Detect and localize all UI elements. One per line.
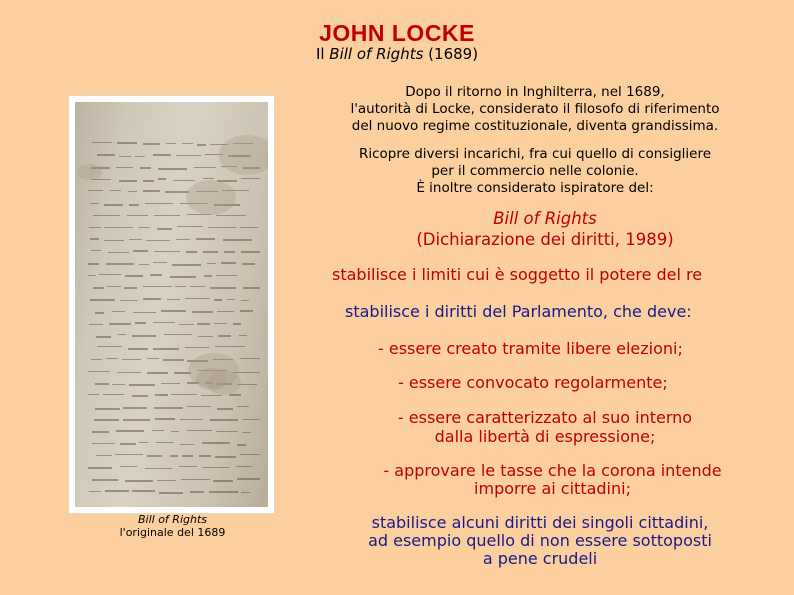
handwriting-stroke <box>133 250 148 252</box>
item3-line: dalla libertà di espressione; <box>434 427 656 446</box>
handwriting-stroke <box>97 154 115 156</box>
handwriting-stroke <box>104 240 124 241</box>
bill-translation: (Dichiarazione dei diritti, 1989) <box>416 230 674 249</box>
handwriting-stroke <box>215 456 237 458</box>
handwriting-stroke <box>158 178 167 180</box>
handwriting-stroke <box>89 324 102 325</box>
handwriting-stroke <box>155 418 175 420</box>
handwriting-stroke <box>143 286 172 287</box>
handwriting-stroke <box>152 430 164 431</box>
item4-line: - approvare le tasse che la corona intende <box>383 461 722 480</box>
handwriting-stroke <box>112 311 125 312</box>
handwriting-stroke <box>185 298 210 299</box>
subtitle-italic: Bill of Rights <box>329 45 424 63</box>
handwriting-stroke <box>119 180 137 182</box>
handwriting-stroke <box>201 395 222 396</box>
handwriting-stroke <box>120 300 138 301</box>
handwriting-stroke <box>224 251 235 253</box>
handwriting-stroke <box>239 335 247 336</box>
intro-line: del nuovo regime costituzionale, diventa grandissima. <box>351 118 719 134</box>
handwriting-stroke <box>143 180 154 182</box>
handwriting-stroke <box>143 298 160 300</box>
handwriting-stroke <box>89 491 100 492</box>
parliament-item-1: - essere creato tramite libere elezioni; <box>378 339 683 358</box>
handwriting-stroke <box>237 444 246 446</box>
intro-line: Dopo il ritorno in Inghilterra, nel 1689, <box>405 84 665 100</box>
handwriting-stroke <box>106 263 134 265</box>
parliament-item-3 <box>370 408 720 446</box>
handwriting-stroke <box>92 431 109 433</box>
handwriting-stroke <box>147 358 159 359</box>
handwriting-stroke <box>213 480 234 482</box>
handwriting-stroke <box>242 432 251 433</box>
handwriting-stroke <box>92 479 118 481</box>
handwriting-stroke <box>207 263 216 264</box>
handwriting-stroke <box>127 215 147 216</box>
handwriting-stroke <box>202 467 229 468</box>
handwriting-stroke <box>240 227 259 228</box>
handwriting-stroke <box>125 275 143 277</box>
point-limits: stabilisce i limiti cui è soggetto il potere del re <box>332 265 703 284</box>
page-subtitle <box>0 45 794 63</box>
handwriting-stroke <box>88 263 99 265</box>
handwriting-stroke <box>196 238 215 240</box>
subtitle-suffix: (1689) <box>423 45 479 63</box>
handwriting-stroke <box>181 479 209 480</box>
handwriting-stroke <box>105 490 128 492</box>
handwriting-stroke <box>243 419 260 420</box>
handwriting-stroke <box>173 180 196 181</box>
handwriting-stroke <box>123 407 147 409</box>
handwriting-stroke <box>154 407 183 409</box>
handwriting-stroke <box>93 215 119 216</box>
handwriting-stroke <box>95 383 109 385</box>
citizens-line: a pene crudeli <box>482 549 598 568</box>
handwriting-stroke <box>241 300 249 301</box>
handwriting-stroke <box>106 358 118 359</box>
handwriting-stroke <box>132 490 155 492</box>
handwriting-stroke <box>107 286 120 287</box>
handwriting-stroke <box>129 384 156 386</box>
handwriting-stroke <box>124 287 138 289</box>
handwriting-stroke <box>99 274 121 275</box>
handwriting-stroke <box>135 322 146 324</box>
handwriting-stroke <box>146 240 170 241</box>
handwriting-stroke <box>241 251 260 253</box>
handwriting-stroke <box>216 275 238 276</box>
bill-heading <box>300 208 790 250</box>
handwriting-stroke <box>242 263 255 265</box>
bill-of-rights-document-image <box>68 95 275 514</box>
handwriting-stroke <box>150 274 162 276</box>
handwriting-stroke <box>128 191 138 192</box>
handwriting-stroke <box>217 408 232 410</box>
parchment-stain <box>77 164 101 181</box>
handwriting-stroke <box>177 226 203 227</box>
handwriting-stroke <box>237 478 260 480</box>
handwriting-stroke <box>182 455 193 457</box>
handwriting-stroke <box>156 442 174 443</box>
subtitle-prefix: Il <box>315 45 330 63</box>
handwriting-stroke <box>216 215 246 216</box>
handwriting-stroke <box>172 264 202 266</box>
point-parliament: stabilisce i diritti del Parlamento, che deve: <box>345 302 692 321</box>
handwriting-stroke <box>97 346 122 347</box>
handwriting-stroke <box>240 454 260 455</box>
handwriting-stroke <box>109 323 131 325</box>
handwriting-stroke <box>147 455 162 457</box>
handwriting-stroke <box>236 466 252 467</box>
handwriting-stroke <box>123 419 150 421</box>
handwriting-stroke <box>129 204 140 206</box>
handwriting-stroke <box>120 443 136 445</box>
handwriting-stroke <box>108 252 129 253</box>
handwriting-stroke <box>180 419 203 420</box>
handwriting-stroke <box>128 348 148 350</box>
handwriting-stroke <box>139 264 149 265</box>
handwriting-stroke <box>190 491 204 493</box>
handwriting-stroke <box>90 299 115 301</box>
handwriting-stroke <box>153 348 179 350</box>
parchment-texture <box>75 102 268 507</box>
parliament-item-2: - essere convocato regolarmente; <box>398 373 668 392</box>
handwriting-stroke <box>171 431 180 432</box>
handwriting-stroke <box>92 142 112 143</box>
handwriting-stroke <box>240 358 260 359</box>
handwriting-stroke <box>164 334 192 335</box>
handwriting-stroke <box>186 251 197 253</box>
citizens-line: stabilisce alcuni diritti dei singoli cittadini, <box>371 513 709 532</box>
handwriting-stroke <box>208 227 236 228</box>
handwriting-stroke <box>176 155 201 156</box>
handwriting-stroke <box>88 190 104 191</box>
handwriting-stroke <box>179 324 193 325</box>
handwriting-stroke <box>214 323 228 324</box>
citizens-line: ad esempio quello di non essere sottoposti <box>368 531 712 550</box>
handwriting-stroke <box>227 299 236 300</box>
parchment-stain <box>196 368 226 389</box>
roles-line: È inoltre considerato ispiratore del: <box>416 180 654 196</box>
handwriting-stroke <box>180 444 194 445</box>
handwriting-stroke <box>215 346 245 347</box>
handwriting-stroke <box>182 143 193 144</box>
handwriting-stroke <box>187 430 212 431</box>
handwriting-stroke <box>241 178 260 179</box>
handwriting-stroke <box>133 312 156 313</box>
handwriting-stroke <box>135 156 145 157</box>
handwriting-stroke <box>158 168 187 170</box>
handwriting-stroke <box>176 239 190 240</box>
handwriting-stroke <box>221 262 236 264</box>
handwriting-stroke <box>145 203 173 204</box>
handwriting-stroke <box>116 430 144 432</box>
handwriting-stroke <box>155 394 168 396</box>
handwriting-stroke <box>138 227 150 228</box>
roles-line: per il commercio nelle colonie. <box>431 163 639 179</box>
page-title: JOHN LOCKE <box>319 20 475 46</box>
handwriting-stroke <box>161 383 181 384</box>
roles-line: Ricopre diversi incarichi, fra cui quello di consigliere <box>358 146 712 162</box>
handwriting-stroke <box>88 467 112 469</box>
handwriting-stroke <box>115 454 142 455</box>
handwriting-stroke <box>209 491 238 493</box>
handwriting-stroke <box>192 311 213 313</box>
handwriting-stroke <box>112 384 125 385</box>
handwriting-stroke <box>175 286 186 287</box>
roles-paragraph <box>300 146 770 197</box>
bill-name: Bill of Rights <box>493 209 597 228</box>
handwriting-stroke <box>198 336 213 337</box>
image-caption <box>95 513 250 539</box>
handwriting-stroke <box>197 323 210 325</box>
handwriting-stroke <box>157 480 176 481</box>
handwriting-stroke <box>243 287 260 289</box>
handwriting-stroke <box>153 262 166 263</box>
parchment-stain <box>186 180 236 215</box>
point-citizens <box>335 514 745 568</box>
handwriting-stroke <box>117 142 136 144</box>
handwriting-stroke <box>170 276 197 278</box>
handwriting-stroke <box>95 408 120 410</box>
handwriting-stroke <box>229 394 241 396</box>
handwriting-stroke <box>167 299 179 300</box>
handwriting-stroke <box>143 143 160 145</box>
handwriting-stroke <box>88 394 99 395</box>
handwriting-stroke <box>88 275 96 276</box>
handwriting-stroke <box>147 372 168 374</box>
handwriting-stroke <box>194 167 216 168</box>
handwriting-stroke <box>210 419 238 421</box>
handwriting-stroke <box>125 480 153 482</box>
handwriting-stroke <box>210 287 236 289</box>
parchment-stain <box>219 135 268 175</box>
handwriting-stroke <box>203 251 218 253</box>
handwriting-stroke <box>223 239 252 241</box>
handwriting-stroke <box>202 442 230 444</box>
handwriting-stroke <box>218 335 231 337</box>
handwriting-stroke <box>159 492 183 494</box>
handwriting-stroke <box>139 442 148 443</box>
handwriting-stroke <box>170 455 178 457</box>
handwriting-stroke <box>104 227 133 228</box>
handwriting-stroke <box>95 312 105 314</box>
handwriting-stroke <box>119 156 130 157</box>
handwriting-stroke <box>140 167 151 169</box>
handwriting-stroke <box>110 190 121 191</box>
handwriting-stroke <box>161 310 186 312</box>
handwriting-stroke <box>93 287 104 289</box>
handwriting-stroke <box>96 455 112 456</box>
handwriting-stroke <box>132 395 148 397</box>
handwriting-stroke <box>237 406 248 407</box>
handwriting-stroke <box>94 419 119 421</box>
handwriting-stroke <box>199 455 211 457</box>
handwriting-stroke <box>92 443 115 444</box>
handwriting-stroke <box>171 394 197 395</box>
intro-paragraph <box>300 84 770 135</box>
handwriting-stroke <box>91 359 102 360</box>
handwriting-stroke <box>204 275 212 277</box>
handwriting-stroke <box>122 359 141 360</box>
handwriting-stroke <box>240 310 253 312</box>
handwriting-stroke <box>103 394 124 395</box>
item3-line: - essere caratterizzato al suo interno <box>397 408 693 427</box>
handwriting-stroke <box>96 336 111 338</box>
handwriting-stroke <box>117 372 141 373</box>
item4-line: imporre ai cittadini; <box>474 479 631 498</box>
handwriting-stroke <box>132 335 157 337</box>
handwriting-stroke <box>157 228 172 230</box>
handwriting-stroke <box>89 227 101 228</box>
handwriting-stroke <box>118 334 126 335</box>
parliament-item-4 <box>355 462 750 498</box>
handwriting-stroke <box>203 178 215 179</box>
caption-italic: Bill of Rights <box>137 513 207 526</box>
handwriting-stroke <box>91 250 101 251</box>
handwriting-stroke <box>88 371 110 372</box>
intro-line: l'autorità di Locke, considerato il filosofo di riferimento <box>350 101 720 117</box>
handwriting-stroke <box>241 492 250 493</box>
handwriting-stroke <box>179 466 197 467</box>
handwriting-stroke <box>129 239 142 240</box>
handwriting-stroke <box>90 203 99 204</box>
handwriting-stroke <box>104 204 124 206</box>
handwriting-stroke <box>116 167 134 168</box>
handwriting-stroke <box>90 238 99 240</box>
handwriting-stroke <box>120 466 137 467</box>
handwriting-stroke <box>153 154 171 156</box>
handwriting-stroke <box>166 143 176 144</box>
handwriting-stroke <box>163 359 184 361</box>
handwriting-stroke <box>145 468 172 469</box>
handwriting-stroke <box>197 144 206 146</box>
handwriting-stroke <box>187 406 212 407</box>
handwriting-stroke <box>214 299 222 301</box>
caption-line: l'originale del 1689 <box>119 526 226 539</box>
handwriting-stroke <box>190 286 205 287</box>
handwriting-stroke <box>217 311 235 312</box>
handwriting-stroke <box>233 323 242 325</box>
handwriting-stroke <box>216 431 238 432</box>
handwriting-stroke <box>154 251 179 252</box>
handwriting-stroke <box>154 215 179 216</box>
handwriting-stroke <box>153 322 175 323</box>
handwriting-stroke <box>185 347 208 348</box>
handwriting-stroke <box>143 190 160 192</box>
